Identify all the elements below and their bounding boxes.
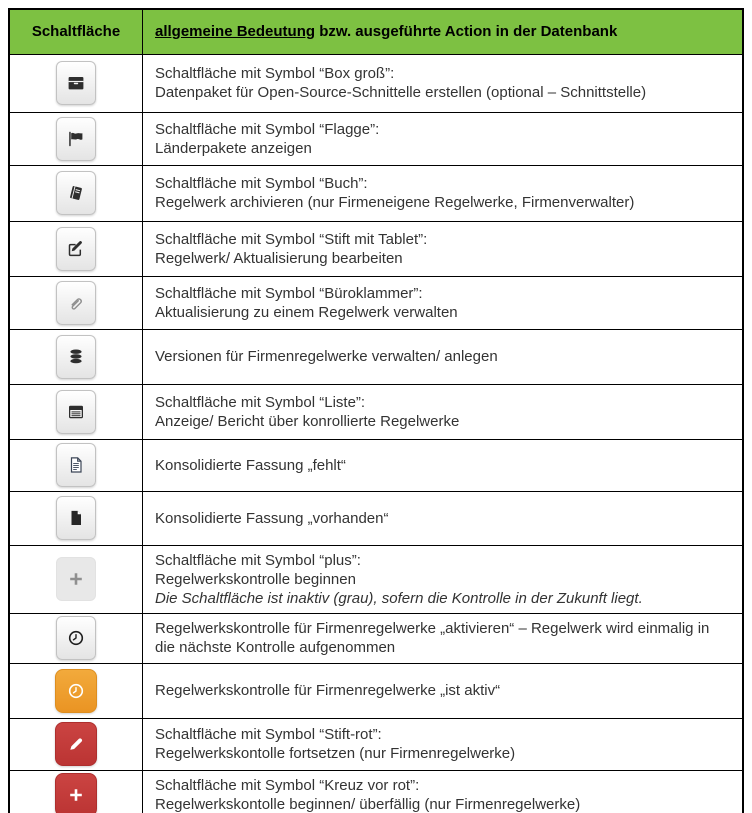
doc-outline-button[interactable] [56, 443, 96, 487]
description-line: Schaltfläche mit Symbol “Stift mit Tablet”: [155, 230, 428, 248]
table-row [9, 384, 743, 439]
description-cell [143, 439, 744, 491]
header-cell-bedeutung [143, 9, 744, 54]
pencil-icon [66, 734, 86, 754]
table-row [9, 663, 743, 718]
table-row [9, 165, 743, 221]
description-cell [143, 329, 744, 384]
clock-icon [66, 681, 86, 701]
button-cell [9, 439, 143, 491]
description-cell [143, 718, 744, 770]
button-cell [9, 384, 143, 439]
description-line: Konsolidierte Fassung „vorhanden“ [155, 509, 389, 527]
description-cell [143, 276, 744, 329]
flag-button[interactable] [56, 117, 96, 161]
table-row [9, 545, 743, 613]
box-button[interactable] [56, 61, 96, 105]
doc-filled-icon [66, 508, 86, 528]
description-line: Schaltfläche mit Symbol “Büroklammer”: [155, 284, 423, 302]
table-row [9, 718, 743, 770]
description-line: Konsolidierte Fassung „fehlt“ [155, 456, 346, 474]
table-row [9, 491, 743, 545]
paperclip-button[interactable] [56, 281, 96, 325]
description-cell [143, 613, 744, 663]
button-cell [9, 491, 143, 545]
description-line: Regelwerkskontrolle für Firmenregelwerke „aktivieren“ – Regelwerk wird einmalig in die nächste Kontrolle aufgenommen [155, 620, 710, 656]
description-line: Länderpakete anzeigen [155, 139, 312, 157]
description-line: Versionen für Firmenregelwerke verwalten/ anlegen [155, 348, 498, 365]
list-icon [66, 402, 86, 422]
flag-icon [66, 129, 86, 149]
header-rest-text: bzw. ausgeführte Action in der Datenbank [315, 23, 618, 41]
edit-button[interactable] [56, 227, 96, 271]
button-cell [9, 545, 143, 613]
table-row [9, 329, 743, 384]
table-row [9, 770, 743, 813]
clock-button[interactable] [56, 616, 96, 660]
description-cell [143, 770, 744, 813]
description-line: Aktualisierung zu einem Regelwerk verwalten [155, 303, 458, 321]
table-row [9, 613, 743, 663]
button-cell [9, 770, 143, 813]
edit-icon [66, 239, 86, 259]
description-line: Regelwerkskontolle beginnen/ überfällig (nur Firmenregelwerke) [155, 795, 581, 813]
plus-button[interactable] [56, 557, 96, 601]
button-cell [9, 54, 143, 112]
description-line: Regelwerkskontolle fortsetzen (nur Firmenregelwerke) [155, 745, 516, 762]
button-cell [9, 221, 143, 276]
description-line: Anzeige/ Bericht über konrollierte Regelwerke [155, 412, 460, 430]
description-cell [143, 663, 744, 718]
description-line: Regelwerkskontrolle für Firmenregelwerke „ist aktiv“ [155, 682, 501, 699]
button-cell [9, 718, 143, 770]
plus-button[interactable] [55, 773, 97, 813]
description-line: Regelwerkskontrolle beginnen [155, 570, 356, 588]
database-button[interactable] [56, 335, 96, 379]
description-cell [143, 384, 744, 439]
description-line: Die Schaltfläche ist inaktiv (grau), sofern die Kontrolle in der Zukunft liegt. [155, 589, 643, 607]
description-line: Schaltfläche mit Symbol “plus”: [155, 551, 361, 569]
description-line: Regelwerk/ Aktualisierung bearbeiten [155, 249, 403, 267]
description-line: Schaltfläche mit Symbol “Kreuz vor rot”: [155, 776, 420, 794]
table-row [9, 439, 743, 491]
table-row [9, 54, 743, 112]
book-button[interactable] [56, 171, 96, 215]
description-line: Schaltfläche mit Symbol “Liste”: [155, 393, 366, 411]
description-line: Schaltfläche mit Symbol “Box groß”: [155, 65, 395, 82]
table-row [9, 221, 743, 276]
description-cell [143, 491, 744, 545]
database-icon [66, 347, 86, 367]
description-cell [143, 112, 744, 165]
header-underlined-text: allgemeine Bedeutung [155, 23, 316, 41]
table-row [9, 112, 743, 165]
button-cell [9, 165, 143, 221]
description-cell [143, 54, 744, 112]
book-icon [66, 183, 86, 203]
button-cell [9, 112, 143, 165]
plus-icon [66, 569, 86, 589]
table-row [9, 276, 743, 329]
plus-icon [66, 785, 86, 805]
description-line: Schaltfläche mit Symbol “Buch”: [155, 175, 368, 192]
header-cell-schaltflaeche: Schaltfläche [9, 9, 143, 54]
description-cell [143, 545, 744, 613]
description-line: Datenpaket für Open-Source-Schnittelle erstellen (optional – Schnittstelle) [155, 84, 647, 101]
clock-icon [66, 628, 86, 648]
button-cell [9, 613, 143, 663]
button-legend-table [8, 8, 744, 813]
description-cell [143, 165, 744, 221]
description-cell [143, 221, 744, 276]
button-cell [9, 329, 143, 384]
list-button[interactable] [56, 390, 96, 434]
paperclip-icon [66, 293, 86, 313]
doc-filled-button[interactable] [56, 496, 96, 540]
table-header-row [9, 9, 743, 54]
clock-button[interactable] [55, 669, 97, 713]
button-cell [9, 663, 143, 718]
description-line: Regelwerk archivieren (nur Firmeneigene Regelwerke, Firmenverwalter) [155, 194, 635, 211]
box-icon [66, 73, 86, 93]
description-line: Schaltfläche mit Symbol “Stift-rot”: [155, 726, 382, 743]
button-cell [9, 276, 143, 329]
description-line: Schaltfläche mit Symbol “Flagge”: [155, 120, 380, 138]
pencil-button[interactable] [55, 722, 97, 766]
doc-outline-icon [66, 455, 86, 475]
